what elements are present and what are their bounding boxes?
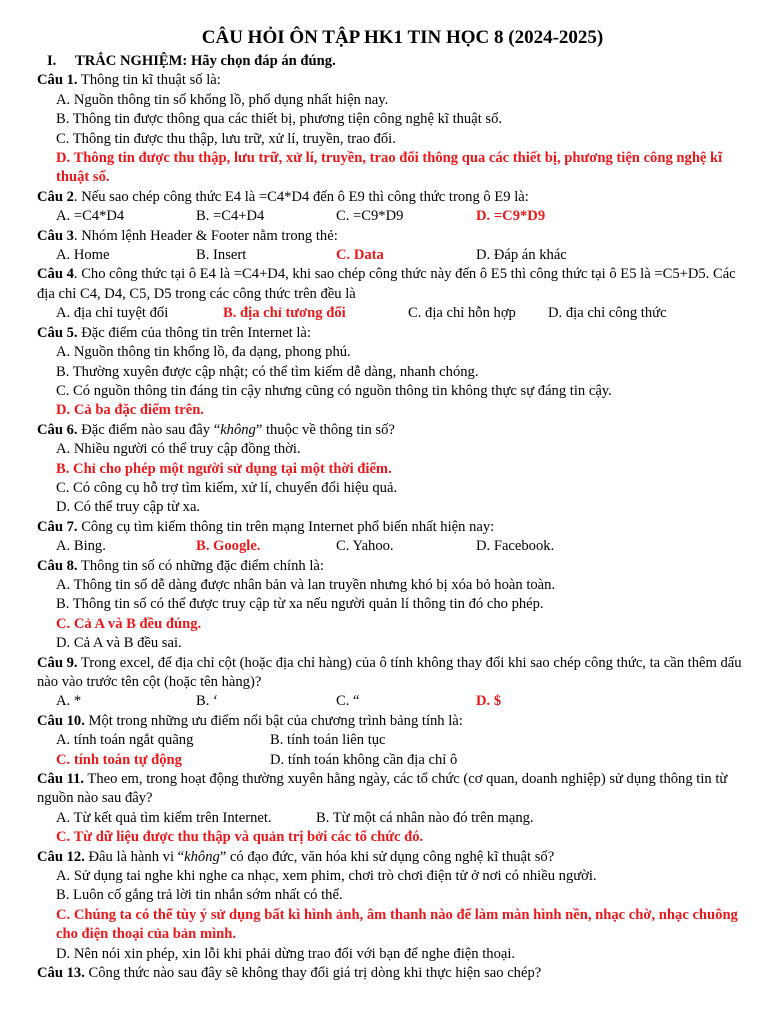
q11-options (56, 809, 750, 828)
q4-option-a: A. địa chỉ tuyệt đối (56, 305, 169, 322)
q12-option-d: D. Nên nói xin phép, xin lỗi khi phải dừng trao đổi với bạn để nghe điện thoại. (56, 945, 516, 962)
q1-option-c: C. Thông tin được thu thập, lưu trữ, xử lí, truyền, trao đổi. (56, 130, 396, 147)
q10-options-row-2 (56, 751, 750, 770)
question-1: Câu 1. Thông tin kĩ thuật số là: (37, 72, 221, 89)
q2-option-b: B. =C4+D4 (196, 208, 265, 225)
q11-option-a: A. Từ kết quả tìm kiếm trên Internet. (56, 809, 272, 826)
q9-option-c: C. “ (336, 693, 360, 710)
q2-option-c: C. =C9*D9 (336, 208, 404, 225)
q7-option-d: D. Facebook. (476, 538, 555, 555)
q9-option-a: A. * (56, 693, 82, 710)
question-2: Câu 2. Nếu sao chép công thức E4 là =C4*D4 đến ô E9 thì công thức trong ô E9 là: (37, 188, 529, 205)
question-11: Câu 11. Theo em, trong hoạt động thường xuyên hằng ngày, các tổ chức (cơ quan, doanh nghiệp) sử dụng thông tin từ nguồn nào sau đây? (37, 771, 728, 807)
question-5: Câu 5. Đặc điểm của thông tin trên Internet là: (37, 324, 311, 341)
question-8: Câu 8. Thông tin số có những đặc điểm chính là: (37, 557, 324, 574)
q4-options (56, 304, 750, 323)
q12-option-a: A. Sử dụng tai nghe khi nghe ca nhạc, xem phim, chơi trò chơi điện tử ở nơi có nhiều người. (56, 868, 597, 885)
q3-option-b: B. Insert (196, 247, 247, 264)
q4-option-b-correct: B. địa chỉ tương đối (223, 305, 346, 322)
q3-option-c-correct: C. Data (336, 247, 384, 264)
q5-option-c: C. Có nguồn thông tin đáng tin cậy nhưng cũng có nguồn thông tin không thực sự đáng tin cậy. (56, 382, 612, 399)
question-6: Câu 6. Đặc điểm nào sau đây “không” thuộc về thông tin số? (37, 421, 395, 438)
q11-option-c-correct: C. Từ dữ liệu được thu thập và quản trị bởi các tổ chức đó. (56, 829, 424, 846)
q9-option-d-correct: D. $ (476, 693, 502, 710)
q12-option-c-correct: C. Chúng ta có thể tùy ý sử dụng bất kì hình ảnh, âm thanh nào để làm màn hình nền, nhạc chờ, nhạc chuông cho điện thoại của bản mình. (56, 906, 738, 943)
question-13: Câu 13. Công thức nào sau đây sẽ không thay đổi giá trị dòng khi thực hiện sao chép? (37, 965, 542, 982)
q7-option-b-correct: B. Google. (196, 538, 261, 555)
question-12: Câu 12. Đâu là hành vi “không” có đạo đức, văn hóa khi sử dụng công nghệ kĩ thuật số? (37, 848, 555, 865)
q8-option-b: B. Thông tin số có thể được truy cập từ xa nếu người quản lí thông tin đó cho phép. (56, 596, 544, 613)
q3-option-d: D. Đáp án khác (476, 247, 567, 264)
q6-option-c: C. Có công cụ hỗ trợ tìm kiếm, xử lí, chuyển đổi hiệu quả. (56, 479, 398, 496)
q8-option-d: D. Cả A và B đều sai. (56, 635, 182, 652)
page-title: CÂU HỎI ÔN TẬP HK1 TIN HỌC 8 (2024-2025) (201, 27, 604, 48)
q1-option-d-correct: D. Thông tin được thu thập, lưu trữ, xử lí, truyền, trao đổi thông qua các thiết bị, phương tiện công nghệ kĩ thuật số. (56, 150, 723, 186)
q1-option-a: A. Nguồn thông tin số khổng lồ, phổ dụng nhất hiện nay. (56, 91, 389, 108)
q10-option-d: D. tính toán không cần địa chỉ ô (270, 751, 458, 768)
q1-option-b: B. Thông tin được thông qua các thiết bị, phương tiện công nghệ kĩ thuật số. (56, 111, 503, 128)
q10-option-c-correct: C. tính toán tự động (56, 751, 182, 768)
q4-option-d: D. địa chỉ công thức (548, 305, 667, 322)
q6-option-a: A. Nhiều người có thể truy cập đồng thời. (56, 441, 301, 458)
section-heading: I. TRẮC NGHIỆM: Hãy chọn đáp án đúng. (47, 53, 336, 69)
q8-option-a: A. Thông tin số dễ dàng được nhân bản và lan truyền nhưng khó bị xóa bỏ hoàn toàn. (56, 576, 556, 593)
q12-option-b: B. Luôn cố gắng trả lời tin nhắn sớm nhất có thể. (56, 887, 343, 904)
q10-options-row-1 (56, 731, 750, 750)
q5-option-b: B. Thường xuyên được cập nhật; có thể tìm kiếm dễ dàng, nhanh chóng. (56, 363, 479, 380)
q8-option-c-correct: C. Cả A và B đều đúng. (56, 615, 202, 632)
question-3: Câu 3. Nhóm lệnh Header & Footer nằm trong thẻ: (37, 227, 338, 244)
question-7: Câu 7. Công cụ tìm kiếm thông tin trên mạng Internet phổ biến nhất hiện nay: (37, 518, 495, 535)
q4-option-c: C. địa chỉ hỗn hợp (408, 305, 516, 322)
q9-option-b: B. ‘ (196, 693, 218, 710)
q7-options (56, 537, 750, 556)
question-4: Câu 4. Cho công thức tại ô E4 là =C4+D4, khi sao chép công thức này đến ô E5 thì công thức tại ô E5 là =C5+D5. Các địa chỉ C4, D4, C5, D5 trong các công thức trên đều là (37, 266, 736, 302)
q9-options (56, 692, 750, 711)
q2-option-d-correct: D. =C9*D9 (476, 208, 546, 225)
q7-option-a: A. Bing. (56, 538, 106, 555)
q2-option-a: A. =C4*D4 (56, 208, 125, 225)
q2-options (56, 207, 750, 226)
q3-options (56, 246, 750, 265)
q5-option-a: A. Nguồn thông tin khổng lồ, đa dạng, phong phú. (56, 344, 351, 361)
q7-option-c: C. Yahoo. (336, 538, 394, 555)
question-10: Câu 10. Một trong những ưu điểm nổi bật của chương trình bảng tính là: (37, 712, 463, 729)
question-9: Câu 9. Trong excel, để địa chỉ cột (hoặc địa chỉ hàng) của ô tính không thay đổi khi sao chép công thức, ta cần thêm dấu nào vào trước tên cột (hoặc tên hàng)? (37, 654, 742, 690)
q3-option-a: A. Home (56, 247, 110, 264)
q10-option-b: B. tính toán liên tục (270, 732, 386, 749)
q11-option-b: B. Từ một cá nhân nào đó trên mạng. (316, 809, 534, 826)
q5-option-d-correct: D. Cả ba đặc điểm trên. (56, 402, 204, 419)
q6-option-d: D. Có thể truy cập từ xa. (56, 499, 201, 516)
q6-option-b-correct: B. Chỉ cho phép một người sử dụng tại một thời điểm. (56, 460, 392, 477)
q10-option-a: A. tính toán ngắt quãng (56, 732, 194, 749)
